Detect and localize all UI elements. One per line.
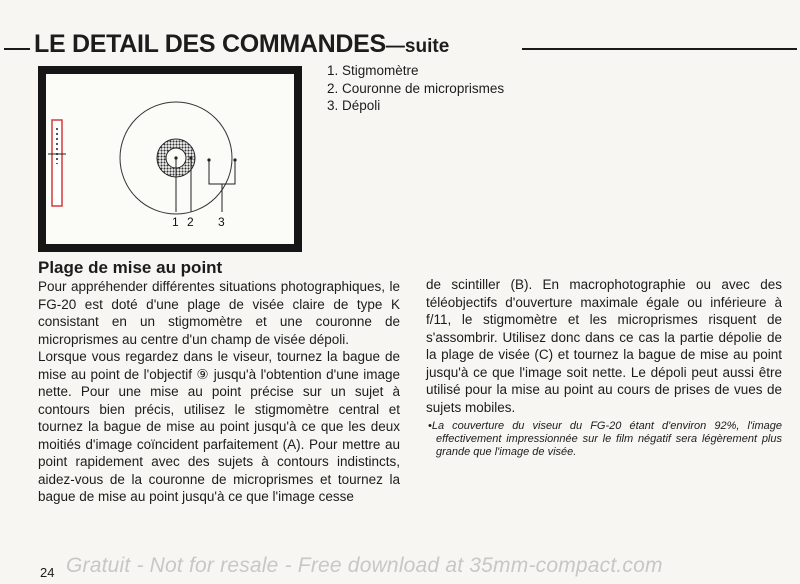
focusing-screen-diagram	[46, 74, 294, 244]
page-title	[34, 30, 449, 59]
header-rule-left	[4, 48, 30, 50]
legend-item: 2. Couronne de microprismes	[327, 80, 505, 96]
header-rule-right	[522, 48, 797, 50]
text-column-left	[38, 278, 400, 506]
callout-1: 1	[172, 215, 179, 229]
text-column-right	[426, 276, 782, 459]
leader-3-bracket	[209, 160, 235, 184]
page-number: 24	[40, 565, 55, 580]
paragraph: de scintiller (B). En macrophotographie ou avec des téléobjectifs d'ouverture maximale égale ou inférieure à f/11, le stigmomètre et les microprismes risquent de s'assombrir. Utilisez donc dans ce cas la partie dépolie de la plage de visée (C) et tournez la bague de mise au point jusqu'à ce que l'image soit nette. Le dépoli peut aussi être utilisé pour la mise au point au cours de prises de vues de sujets mobiles.	[426, 277, 782, 415]
callout-3: 3	[218, 215, 225, 229]
page-title-suffix: —suite	[385, 36, 450, 57]
footnote: •La couverture du viseur du FG-20 étant d'environ 92%, l'image effectivement impressionnée sur le film négatif sera légèrement plus grande que l'image de visée.	[428, 420, 782, 458]
viewfinder-screen	[46, 74, 294, 244]
legend-item: 1. Stigmomètre	[327, 63, 419, 78]
paragraph: Pour appréhender différentes situations photographiques, le FG-20 est doté d'une plage de visée claire de type K consistant en un stigmomètre et une couronne de microprismes au centre d'un champ de visée dépoli.	[38, 279, 400, 347]
callout-2: 2	[187, 215, 194, 229]
figure-legend	[327, 62, 504, 115]
page-header	[0, 30, 800, 64]
paragraph: Lorsque vous regardez dans le viseur, tournez la bague de mise au point de l'objectif ⑨ jusqu'à l'obtention d'une image nette. Pour une mise au point précise sur un sujet à contours bien précis, utilisez le stigmomètre central et tournez la bague de mise au point jusqu'à ce que les deux moitiés d'image coïncident parfaitement (A). Pour mettre au point rapidement avec des sujets à contours indistincts, aidez-vous de la couronne de microprismes et tournez la bague de mise au point jusqu'à ce que l'image cesse	[38, 349, 400, 504]
viewfinder-illustration	[38, 66, 302, 252]
page-title-main: LE DETAIL DES COMMANDES	[34, 30, 386, 58]
watermark: Gratuit - Not for resale - Free download at 35mm-compact.com	[66, 554, 663, 577]
section-heading: Plage de mise au point	[38, 258, 223, 277]
legend-item: 3. Dépoli	[327, 98, 381, 113]
